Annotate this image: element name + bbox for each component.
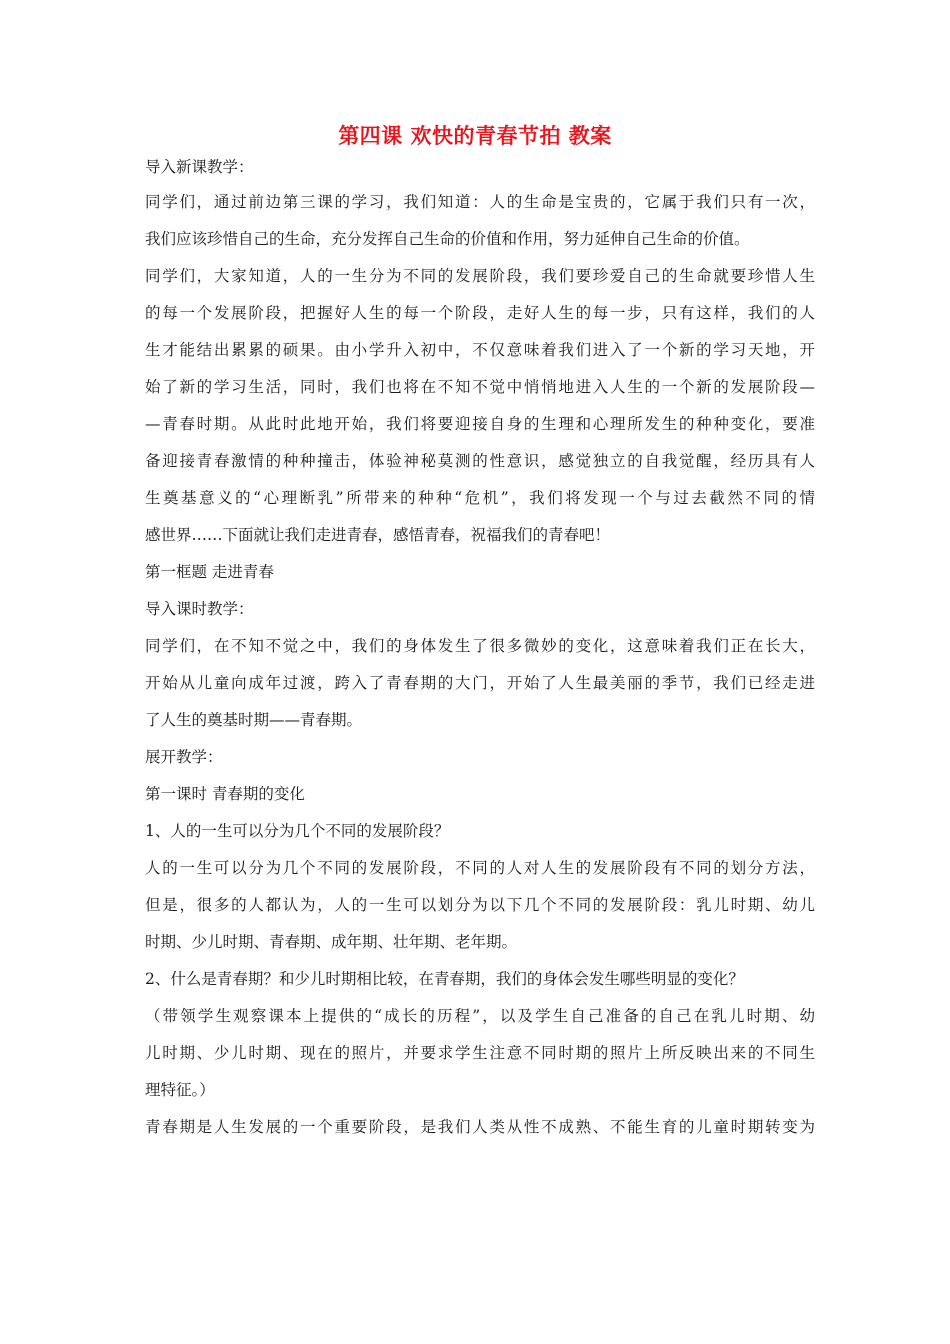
paragraph-line: 我们应该珍惜自己的生命，充分发挥自己生命的价值和作用，努力延伸自己生命的价值。	[145, 230, 750, 248]
paragraph-line: 开始从儿童向成年过渡，跨入了青春期的大门，开始了人生最美丽的季节，我们已经走进	[145, 674, 815, 692]
paragraph-line: 青春期是人生发展的一个重要阶段，是我们人类从性不成熟、不能生育的儿童时期转变为	[145, 1118, 815, 1136]
paragraph-line: 时期、少儿时期、青春期、成年期、壮年期、老年期。	[145, 933, 518, 951]
section-heading-intro: 导入新课教学：	[145, 158, 254, 176]
paragraph-line: 同学们，大家知道，人的一生分为不同的发展阶段，我们要珍爱自己的生命就要珍惜人生	[145, 267, 815, 285]
paragraph-line: （带领学生观察课本上提供的“成长的历程”，以及学生自己准备的自己在乳儿时期、幼	[145, 1007, 815, 1025]
question-heading: 2、什么是青春期？和少儿时期相比较，在青春期，我们的身体会发生哪些明显的变化？	[145, 970, 744, 988]
section-heading: 第一框题 走进青春	[145, 563, 274, 581]
paragraph-line: 生奠基意义的“心理断乳”所带来的种种“危机”，我们将发现一个与过去截然不同的情	[145, 489, 815, 507]
paragraph-line: 生才能结出累累的硕果。由小学升入初中，不仅意味着我们进入了一个新的学习天地，开	[145, 341, 815, 359]
paragraph-line: 同学们，在不知不觉之中，我们的身体发生了很多微妙的变化，这意味着我们正在长大，	[145, 637, 815, 655]
paragraph-line: —青春时期。从此时此地开始，我们将要迎接自身的生理和心理所发生的种种变化，要准	[145, 415, 815, 433]
paragraph-line: 理特征。）	[145, 1081, 215, 1099]
paragraph-line: 儿时期、少儿时期、现在的照片，并要求学生注意不同时期的照片上所反映出来的不同生	[145, 1044, 815, 1062]
paragraph-line: 但是，很多的人都认为，人的一生可以划分为以下几个不同的发展阶段：乳儿时期、幼儿	[145, 896, 815, 914]
paragraph-line: 人的一生可以分为几个不同的发展阶段，不同的人对人生的发展阶段有不同的划分方法，	[145, 859, 815, 877]
section-heading: 第一课时 青春期的变化	[145, 785, 305, 803]
section-heading: 展开教学：	[145, 748, 223, 766]
paragraph-line: 同学们，通过前边第三课的学习，我们知道：人的生命是宝贵的，它属于我们只有一次，	[145, 193, 815, 211]
paragraph-line: 备迎接青春激情的种种撞击，体验神秘莫测的性意识，感觉独立的自我觉醒，经历具有人	[145, 452, 815, 470]
paragraph-line: 了人生的奠基时期——青春期。	[145, 711, 363, 729]
document-title: 第四课 欢快的青春节拍 教案	[338, 123, 612, 148]
document-body	[145, 150, 815, 1146]
paragraph-line: 始了新的学习生活，同时，我们也将在不知不觉中悄悄地进入人生的一个新的发展阶段—	[145, 378, 815, 396]
question-heading: 1、人的一生可以分为几个不同的发展阶段？	[145, 822, 450, 840]
paragraph-line: 的每一个发展阶段，把握好人生的每一个阶段，走好人生的每一步，只有这样，我们的人	[145, 304, 815, 322]
paragraph-line: 感世界……下面就让我们走进青春，感悟青春，祝福我们的青春吧！	[145, 526, 611, 544]
section-heading: 导入课时教学：	[145, 600, 254, 618]
